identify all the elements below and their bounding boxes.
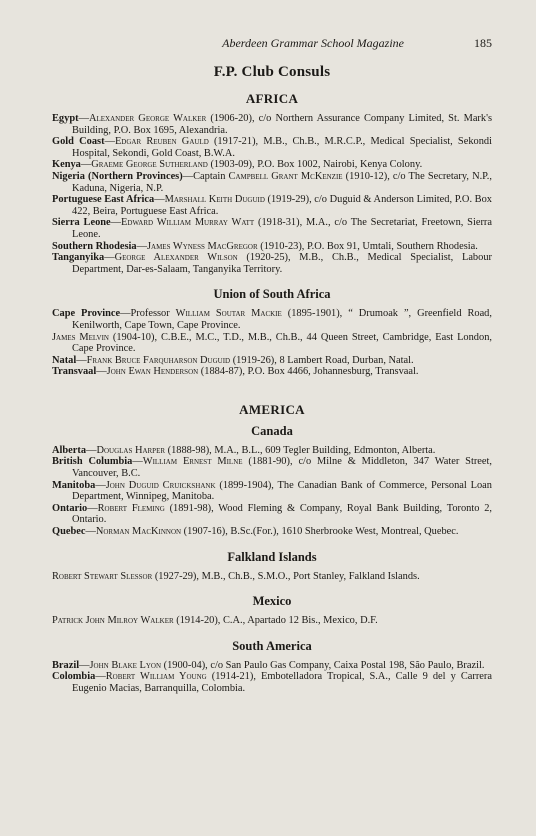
list-item	[52, 355, 492, 367]
entry-separator: —	[95, 479, 106, 491]
entries-falkland	[52, 571, 492, 583]
entry-place: Egypt	[52, 113, 79, 124]
entry-details: (1914-21), Embotelladora Tropical, S.A., Calle 9 del y Carrera Eugenio Macias, Barranquilla, Colombia.	[72, 671, 492, 694]
entry-name: William Ernest Milne	[142, 456, 243, 468]
entry-separator: —	[132, 456, 143, 468]
entry-details: (1888-98), M.A., B.L., 609 Tegler Building, Edmonton, Alberta.	[165, 444, 436, 456]
list-item	[52, 503, 492, 526]
entry-details: (1881-90), c/o Milne & Middleton, 347 Water Street, Vancouver, B.C.	[72, 456, 492, 480]
entries-africa	[52, 113, 492, 275]
entries-canada	[52, 445, 492, 538]
entry-separator: —	[96, 366, 107, 378]
list-item	[52, 445, 492, 457]
entry-details: (1907-16), B.Sc.(For.), 1610 Sherbrooke West, Montreal, Quebec.	[181, 526, 459, 538]
entry-place: Portuguese East Africa	[52, 194, 155, 206]
entry-details: (1903-09), P.O. Box 1002, Nairobi, Kenya Colony.	[207, 159, 423, 171]
entry-name: Robert Fleming	[97, 502, 165, 514]
section-heading-america: AMERICA	[239, 401, 305, 417]
section-heading-south-america: South America	[232, 638, 312, 653]
entry-separator: —	[80, 159, 92, 171]
list-item	[52, 456, 492, 479]
entry-name: Graeme George Sutherland	[91, 159, 208, 171]
entry-details: (1917-21), M.B., Ch.B., M.R.C.P., Medical Specialist, Sekondi Hospital, Sekondi, Gold Coast, B.W.A.	[72, 136, 492, 159]
entry-name: Robert Stewart Slessor	[52, 570, 153, 582]
section-heading-mexico: Mexico	[252, 594, 292, 609]
journal-title: Aberdeen Grammar School Magazine	[222, 36, 404, 50]
list-item	[52, 171, 492, 194]
entry-details: (1910-23), P.O. Box 91, Umtali, Southern Rhodesia.	[257, 240, 478, 252]
list-item	[52, 366, 492, 378]
entries-south-america	[52, 660, 492, 695]
entry-name: James Wyness MacGregor	[146, 240, 258, 252]
entry-place: Ontario	[52, 502, 88, 514]
entry-separator: —	[85, 526, 96, 538]
list-item	[52, 241, 492, 253]
entry-name: John Duguid Cruickshank	[105, 479, 216, 491]
entry-place: Transvaal	[52, 366, 97, 378]
entry-place: Nigeria (Northern Provinces)	[52, 170, 183, 182]
page-title: F.P. Club Consuls	[213, 64, 331, 80]
entry-name: Patrick John Milroy Walker	[52, 615, 174, 627]
list-item	[52, 136, 492, 159]
entry-details: (1884-87), P.O. Box 4466, Johannesburg, Transvaal.	[198, 366, 419, 378]
entry-details: (1919-29), c/o Duguid & Anderson Limited, P.O. Box 422, Beira, Portuguese East Africa.	[72, 194, 492, 217]
list-item	[52, 159, 492, 171]
entry-place: Cape Province	[52, 308, 121, 320]
section-heading-south-africa: Union of South Africa	[213, 287, 331, 302]
list-item	[52, 332, 492, 355]
entry-separator: —	[76, 354, 87, 366]
entry-place: Gold Coast	[52, 136, 105, 148]
list-item	[52, 526, 492, 538]
list-item	[52, 671, 492, 694]
section-heading-falkland: Falkland Islands	[227, 549, 317, 564]
page-number: 185	[474, 36, 492, 50]
list-item	[52, 194, 492, 217]
entry-name: Edgar Reuben Gauld	[114, 136, 209, 148]
entry-place: Sierra Leone	[52, 217, 111, 229]
entry-place: Natal	[52, 354, 77, 366]
entry-details: (1899-1904), The Canadian Bank of Commerce, Personal Loan Department, Winnipeg, Manitoba.	[72, 479, 492, 503]
entry-separator: —	[154, 194, 165, 206]
entry-place: Southern Rhodesia	[52, 240, 137, 252]
entries-south-africa	[52, 308, 492, 378]
entry-place: British Columbia	[52, 456, 133, 468]
entry-details: (1920-25), M.B., Ch.B., Medical Specialist, Labour Department, Dar-es-Salaam, Tanganyika Territory.	[72, 252, 492, 275]
entry-place: Colombia	[52, 671, 96, 683]
entry-name: Robert William Young	[105, 671, 207, 683]
entry-name: William Soutar Mackie	[175, 308, 282, 320]
entry-separator: —	[78, 113, 89, 124]
running-header	[52, 36, 492, 54]
entry-separator: —Professor	[120, 308, 176, 320]
entry-name: Frank Bruce Farquharson Duguid	[86, 354, 231, 366]
entry-separator: —	[110, 217, 122, 229]
list-item	[52, 571, 492, 583]
entry-details: (1904-10), C.B.E., M.C., T.D., M.B., Ch.B., 44 Queen Street, Cambridge, East London, Cape Province.	[72, 331, 492, 355]
entry-details: (1927-29), M.B., Ch.B., S.M.O., Port Stanley, Falkland Islands.	[152, 570, 420, 582]
list-item	[52, 308, 492, 331]
entry-separator: —	[86, 444, 97, 456]
entry-name: Douglas Harper	[96, 444, 166, 456]
entries-mexico	[52, 615, 492, 627]
list-item	[52, 660, 492, 672]
entry-name: George Alexander Wilson	[114, 252, 238, 264]
entry-place: Tanganyika	[52, 252, 105, 264]
entry-separator: —	[79, 659, 90, 671]
list-item	[52, 113, 492, 136]
entry-separator: —	[104, 136, 115, 148]
section-heading-africa: AFRICA	[245, 91, 299, 106]
section-heading-canada: Canada	[251, 423, 293, 438]
list-item	[52, 217, 492, 240]
list-item	[52, 252, 492, 275]
entry-place: Quebec	[52, 526, 86, 538]
entry-separator: —	[136, 240, 147, 252]
entry-details: (1919-26), 8 Lambert Road, Durban, Natal.	[230, 354, 414, 366]
entry-separator: —	[95, 671, 106, 683]
list-item	[52, 615, 492, 627]
entry-name: Norman MacKinnon	[95, 526, 182, 538]
entry-name: Alexander George Walker	[88, 113, 207, 124]
entry-place: Brazil	[52, 659, 80, 671]
entry-separator: —	[104, 252, 115, 264]
entry-name: Marshall Keith Duguid	[164, 194, 265, 206]
entry-details: (1918-31), M.A., c/o The Secretariat, Freetown, Sierra Leone.	[72, 217, 492, 240]
entry-details: (1914-20), C.A., Apartado 12 Bis., Mexico, D.F.	[173, 615, 378, 627]
entry-separator: —	[87, 502, 98, 514]
entry-name: John Ewan Henderson	[106, 366, 199, 378]
entry-place: Manitoba	[52, 479, 96, 491]
entry-details: (1910-12), c/o The Secretary, N.P., Kaduna, Nigeria, N.P.	[72, 170, 493, 194]
entry-separator: —Captain	[182, 170, 229, 182]
entry-place: Kenya	[52, 159, 81, 171]
list-item	[52, 480, 492, 503]
entry-name: James Melvin	[52, 331, 109, 343]
entry-details: (1895-1901), “ Drumoak ”, Greenfield Road, Kenilworth, Cape Town, Cape Province.	[72, 308, 492, 331]
entry-place: Alberta	[52, 444, 87, 456]
entry-details: (1906-20), c/o Northern Assurance Company Limited, St. Mark's Building, P.O. Box 1695, Alexandria.	[72, 113, 492, 136]
entry-name: John Blake Lyon	[89, 659, 162, 671]
entry-name: Campbell Grant McKenzie	[228, 170, 343, 182]
entry-details: (1891-98), Wood Fleming & Company, Royal Bank Building, Toronto 2, Ontario.	[72, 502, 492, 526]
entry-details: (1900-04), c/o San Paulo Gas Company, Caixa Postal 198, São Paulo, Brazil.	[161, 659, 485, 671]
entry-name: Edward William Murray Watt	[121, 217, 255, 229]
